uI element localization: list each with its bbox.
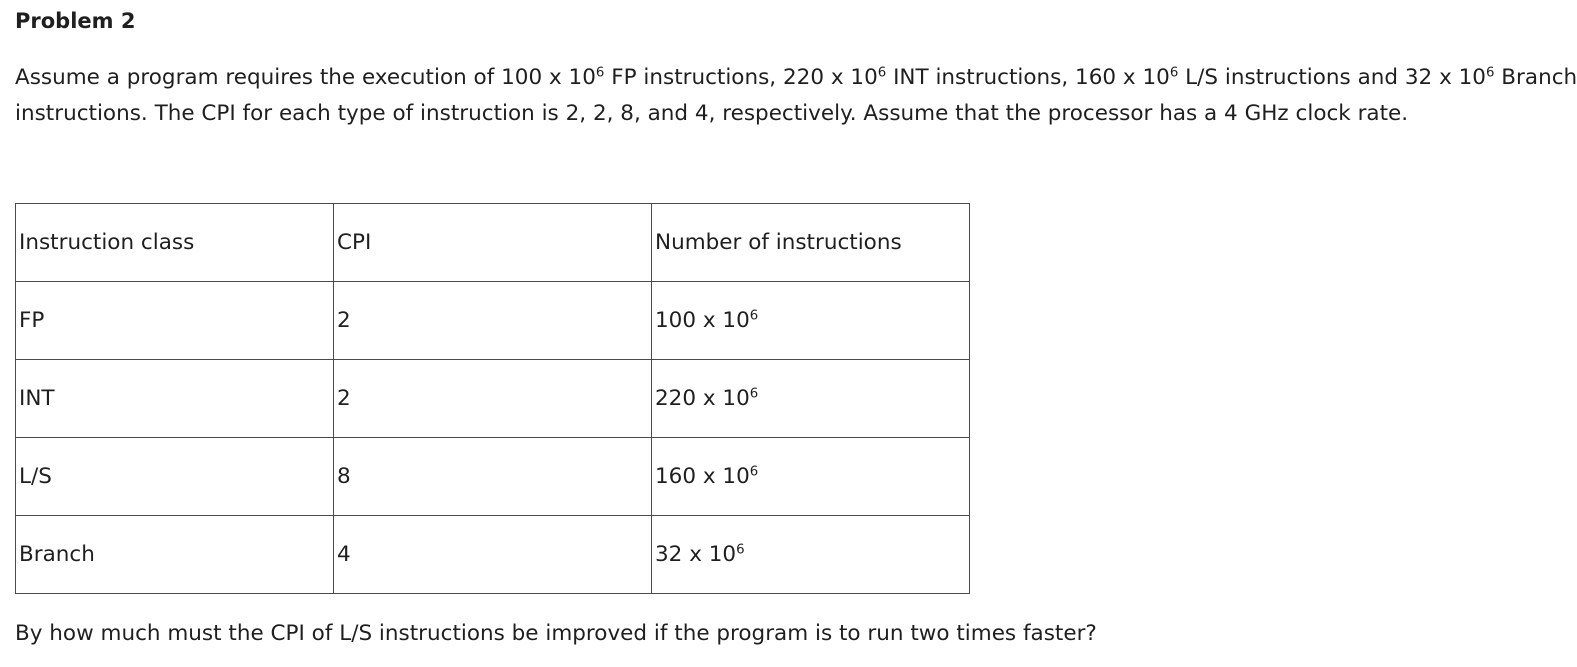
row-class: FP <box>19 308 45 333</box>
header-cell <box>16 204 334 282</box>
exponent: 6 <box>749 464 759 480</box>
count-base: 100 x 10 <box>655 308 750 333</box>
table-header-row <box>16 204 970 282</box>
problem-statement <box>15 60 1577 132</box>
table-cell <box>16 516 334 594</box>
count-base: 160 x 10 <box>655 464 750 489</box>
table-cell <box>334 516 652 594</box>
table-cell <box>652 360 970 438</box>
table-cell <box>16 282 334 360</box>
header-number-of-instructions: Number of instructions <box>655 230 902 255</box>
table-row <box>16 438 970 516</box>
row-cpi: 2 <box>337 386 351 411</box>
statement-text: FP instructions, 220 x 10 <box>604 65 878 90</box>
row-count <box>655 516 969 567</box>
instruction-table <box>15 203 970 594</box>
row-class: Branch <box>19 542 95 567</box>
table-cell <box>16 438 334 516</box>
question-text: By how much must the CPI of L/S instructions be improved if the program is to run two times faster? <box>15 621 1097 646</box>
table-cell <box>334 282 652 360</box>
table-cell <box>16 360 334 438</box>
exponent: 6 <box>595 65 605 81</box>
exponent: 6 <box>736 542 745 558</box>
statement-text: INT instructions, 160 x 10 <box>886 65 1170 90</box>
statement-line-2: instructions. The CPI for each type of instruction is 2, 2, 8, and 4, respectively. Assume that the processor has a 4 GHz clock rate. <box>15 101 1409 126</box>
row-cpi: 2 <box>337 308 351 333</box>
table-cell <box>334 438 652 516</box>
row-cpi: 8 <box>337 464 351 489</box>
exponent: 6 <box>749 308 759 324</box>
statement-text: Branch <box>1494 65 1577 90</box>
header-cell <box>652 204 970 282</box>
exponent: 6 <box>749 386 759 402</box>
header-instruction-class: Instruction class <box>19 230 195 255</box>
row-count <box>655 282 969 333</box>
count-base: 220 x 10 <box>655 386 750 411</box>
exponent: 6 <box>1169 65 1179 81</box>
row-count <box>655 360 969 411</box>
table-row <box>16 516 970 594</box>
header-cpi: CPI <box>337 230 372 255</box>
table-cell <box>334 360 652 438</box>
table-row <box>16 360 970 438</box>
statement-text: L/S instructions and 32 x 10 <box>1178 65 1486 90</box>
table-row <box>16 282 970 360</box>
exponent: 6 <box>1485 65 1495 81</box>
table-cell <box>652 438 970 516</box>
table-cell <box>652 282 970 360</box>
row-count <box>655 438 969 489</box>
exponent: 6 <box>877 65 887 81</box>
count-base: 32 x 10 <box>655 542 737 567</box>
statement-text: Assume a program requires the execution of 100 x 10 <box>15 65 596 90</box>
row-class: L/S <box>19 464 52 489</box>
problem-title: Problem 2 <box>15 9 136 33</box>
row-cpi: 4 <box>337 542 351 567</box>
statement-line-1 <box>15 60 1577 96</box>
table-cell <box>652 516 970 594</box>
row-class: INT <box>19 386 55 411</box>
header-cell <box>334 204 652 282</box>
